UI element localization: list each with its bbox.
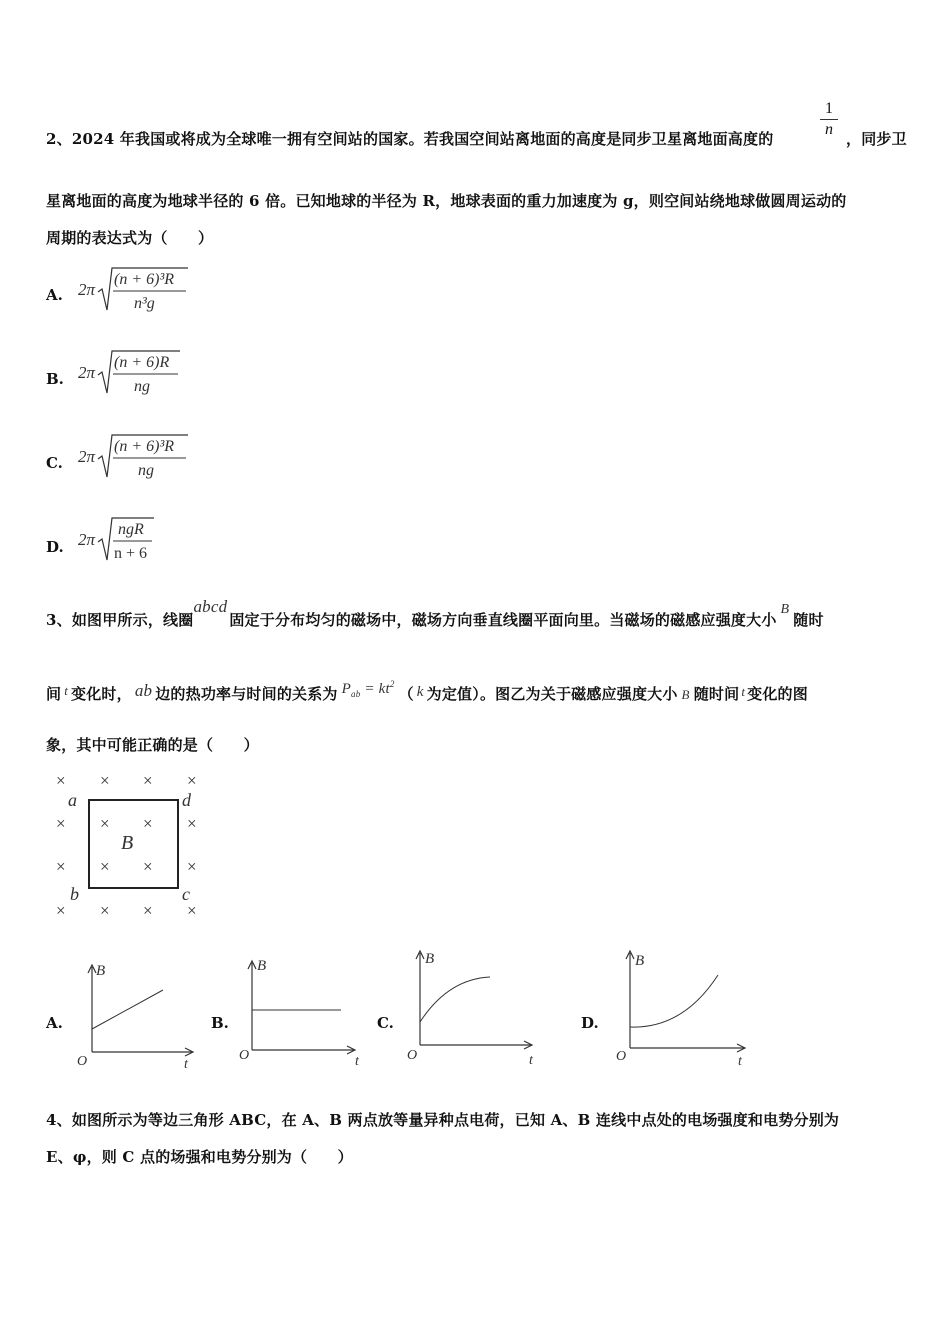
q2-option-c-label: C.: [46, 454, 63, 472]
corner-c: c: [182, 884, 190, 904]
cross-16: ×: [187, 901, 197, 920]
q3-graph-d: [608, 945, 748, 1065]
q2-line1: [46, 128, 773, 149]
corner-d: d: [182, 790, 191, 810]
x-label: t: [184, 1057, 188, 1069]
cross-7: ×: [143, 814, 153, 833]
q3-graph-c: [398, 945, 538, 1065]
q3-power-formula: $P_{ab} = kt^2$: [341, 679, 395, 699]
q2-option-c-formula: [76, 429, 206, 489]
cross-5: ×: [56, 814, 66, 833]
cross-15: ×: [143, 901, 153, 920]
q3-graph-a: [70, 957, 200, 1069]
q2-option-a-label: A.: [46, 286, 63, 304]
coef: 2π: [78, 530, 96, 549]
y-label: B: [635, 953, 645, 969]
y-label: B: [425, 951, 435, 967]
cross-4: ×: [187, 771, 197, 790]
denominator: n + 6: [114, 545, 148, 562]
q3-graph-d-label: D.: [581, 1014, 599, 1032]
q2-line1-tail: ，同步卫: [846, 130, 907, 148]
q3-graph-a-label: A.: [46, 1014, 63, 1032]
q3-abcd: abcd: [193, 597, 228, 616]
q2-fraction: [818, 100, 840, 139]
denominator: ng: [138, 462, 154, 479]
q2-line3: 周期的表达式为（ ）: [46, 229, 214, 247]
coef: 2π: [78, 280, 96, 299]
cross-12: ×: [187, 857, 197, 876]
q2-line1-text: 2、2024 年我国或将成为全球唯一拥有空间站的国家。若我国空间站离地面的高度是同步卫星离地面高度的: [46, 130, 774, 148]
q3-B: B: [780, 602, 790, 617]
numerator: (n + 6)³R: [114, 271, 175, 288]
origin-label: O: [77, 1054, 88, 1069]
x-label: t: [355, 1054, 359, 1065]
coef: 2π: [78, 447, 96, 466]
cross-8: ×: [187, 814, 197, 833]
q2-fraction-top: 1: [825, 100, 833, 117]
corner-a: a: [68, 790, 77, 810]
curve: [630, 975, 718, 1027]
origin-label: O: [239, 1048, 250, 1063]
denominator: n³g: [134, 295, 155, 312]
numerator: (n + 6)R: [114, 354, 170, 371]
origin-label: O: [407, 1048, 418, 1063]
q3-line3: 象，其中可能正确的是（ ）: [46, 736, 259, 754]
cross-13: ×: [56, 901, 66, 920]
cross-11: ×: [143, 857, 153, 876]
q2-fraction-bottom: n: [825, 121, 833, 138]
coef: 2π: [78, 363, 96, 382]
q3-ab: ab: [134, 681, 153, 700]
y-label: B: [257, 958, 267, 974]
q3-graph-c-label: C.: [377, 1014, 394, 1032]
q3-coil-figure: [48, 764, 218, 924]
curve: [92, 990, 163, 1029]
q4-line1: 4、如图所示为等边三角形 ABC，在 A、B 两点放等量异种点电荷，已知 A、B 连线中点处的电场强度和电势分别为: [46, 1111, 840, 1129]
cross-1: ×: [56, 771, 66, 790]
q2-option-a-formula: [76, 262, 206, 322]
q2-option-b-formula: [76, 345, 206, 405]
q2-fraction-bar: [820, 119, 838, 120]
q4-line2: E、φ，则 C 点的场强和电势分别为（ ）: [46, 1148, 353, 1166]
cross-10: ×: [100, 857, 110, 876]
q3-line1: 3、如图甲所示，线圈abcd固定于分布均匀的磁场中，磁场方向垂直线圈平面向里。当磁场的磁感应强度大小B随时: [46, 597, 824, 629]
q3-graph-b: [230, 953, 360, 1065]
cross-3: ×: [143, 771, 153, 790]
numerator: (n + 6)³R: [114, 438, 175, 455]
cross-14: ×: [100, 901, 110, 920]
cross-9: ×: [56, 857, 66, 876]
y-label: B: [96, 963, 106, 979]
x-label: t: [738, 1054, 742, 1065]
x-label: t: [529, 1053, 533, 1065]
field-label: B: [121, 832, 134, 854]
cross-6: ×: [100, 814, 110, 833]
q2-option-b-label: B.: [46, 370, 64, 388]
cross-2: ×: [100, 771, 110, 790]
q2-line2: 星离地面的高度为地球半径的 6 倍。已知地球的半径为 R，地球表面的重力加速度为 g，则空间站绕地球做圆周运动的: [46, 192, 847, 210]
origin-label: O: [616, 1049, 627, 1064]
denominator: ng: [134, 378, 150, 395]
numerator: ngR: [118, 521, 144, 538]
q3-line2: 间 t 变化时， ab 边的热功率与时间的关系为 $P_{ab} = kt^2$（ k 为定值）。图乙为关于磁感应强度大小 B 随时间 t 变化的图: [46, 679, 808, 703]
q2-option-d-label: D.: [46, 538, 64, 556]
corner-b: b: [70, 884, 79, 904]
curve: [420, 977, 490, 1022]
q3-graph-b-label: B.: [211, 1014, 229, 1032]
q2-option-d-formula: [76, 512, 206, 572]
